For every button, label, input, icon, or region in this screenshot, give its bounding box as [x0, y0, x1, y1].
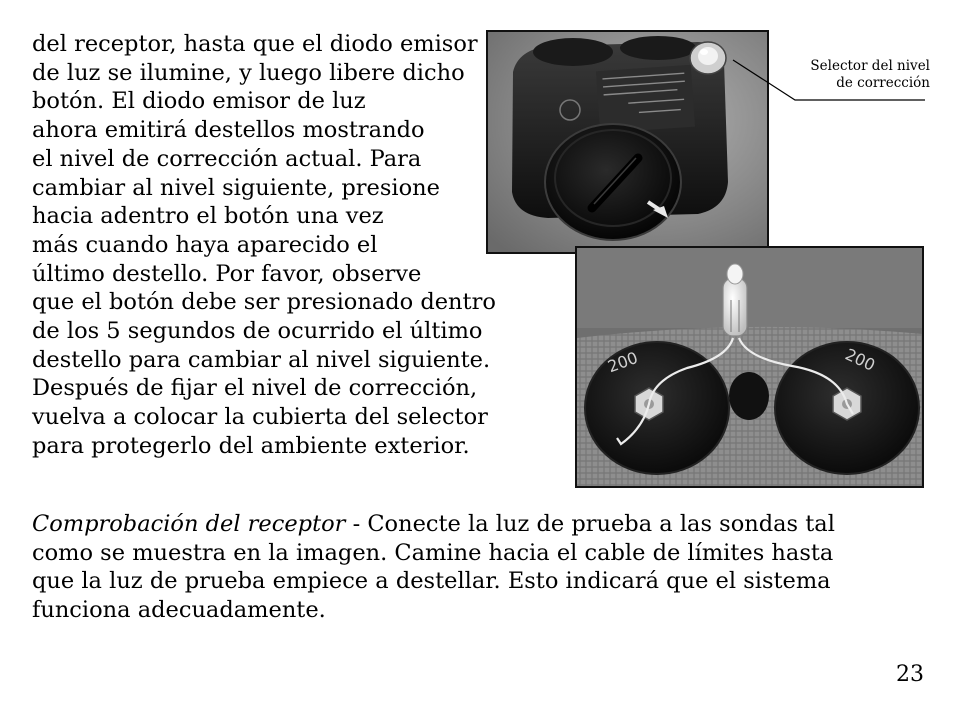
text-line: destello para cambiar al nivel siguiente. [32, 346, 491, 373]
text-line: último destello. Por favor, observe [32, 260, 422, 287]
text-line: para protegerlo del ambiente exterior. [32, 432, 470, 459]
text-line: más cuando haya aparecido el [32, 231, 378, 258]
text-line-rest: - Conecte la luz de prueba a las sondas tal [345, 511, 835, 537]
text-line: el nivel de corrección actual. Para [32, 145, 422, 172]
test-light-photo [575, 246, 924, 488]
text-line: funciona adecuadamente. [32, 596, 326, 623]
text-line: que el botón debe ser presionado dentro [32, 289, 496, 316]
text-line: como se muestra en la imagen. Camine hacia el cable de límites hasta [32, 539, 834, 566]
section-lead-italic: Comprobación del receptor [32, 511, 346, 537]
right-probe-label: 200 [842, 344, 879, 375]
text-line: vuelva a colocar la cubierta del selector [32, 404, 488, 431]
test-light-illustration [577, 248, 922, 486]
text-line: Después de fijar el nivel de corrección, [32, 375, 478, 402]
text-line [32, 510, 932, 539]
callout-line-1: Selector del nivel [810, 58, 930, 74]
text-line: botón. El diodo emisor de luz [32, 88, 366, 115]
callout-line-2: de corrección [836, 75, 930, 91]
text-line: cambiar al nivel siguiente, presione [32, 174, 440, 201]
body-paragraph-2 [32, 510, 932, 624]
text-line: que la luz de prueba empiece a destellar. Esto indicará que el sistema [32, 568, 831, 594]
text-line: de luz se ilumine, y luego libere dicho [32, 59, 465, 86]
page-number: 23 [896, 662, 924, 687]
text-line: hacia adentro el botón una vez [32, 203, 384, 230]
text-line: de los 5 segundos de ocurrido el último [32, 318, 483, 345]
selector-callout [770, 58, 930, 92]
text-line: ahora emitirá destellos mostrando [32, 117, 425, 144]
text-line: del receptor, hasta que el diodo emisor [32, 31, 478, 57]
left-probe-label: 200 [605, 347, 641, 377]
